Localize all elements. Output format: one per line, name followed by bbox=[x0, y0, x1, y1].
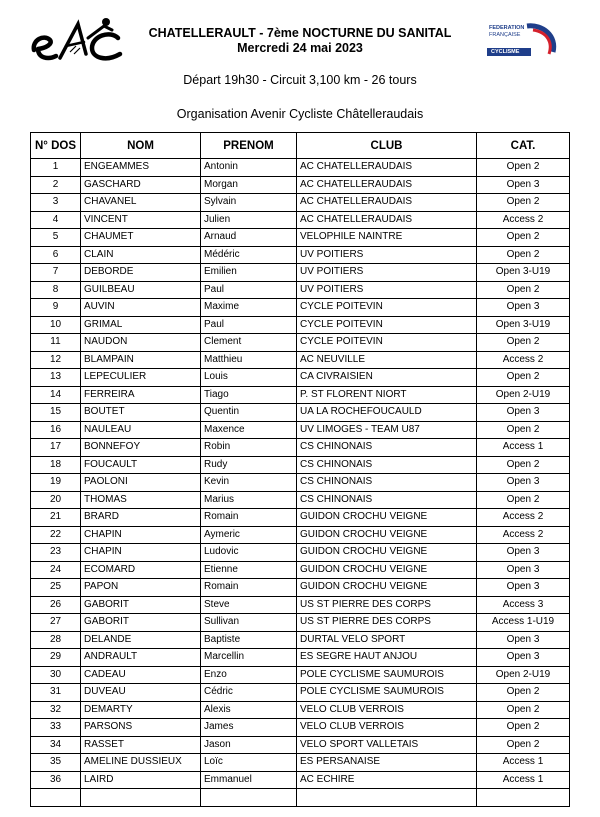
bib-number-cell: 34 bbox=[31, 736, 81, 754]
first-name-cell: Sullivan bbox=[201, 614, 297, 632]
club-cell: GUIDON CROCHU VEIGNE bbox=[297, 526, 477, 544]
bib-number-cell: 31 bbox=[31, 684, 81, 702]
table-row bbox=[31, 649, 570, 667]
last-name-cell bbox=[81, 789, 201, 807]
last-name-cell: BONNEFOY bbox=[81, 439, 201, 457]
bib-number-cell: 10 bbox=[31, 316, 81, 334]
first-name-cell: Kevin bbox=[201, 474, 297, 492]
last-name-cell: DUVEAU bbox=[81, 684, 201, 702]
last-name-cell: VINCENT bbox=[81, 211, 201, 229]
bib-number-cell: 12 bbox=[31, 351, 81, 369]
first-name-cell: Romain bbox=[201, 509, 297, 527]
club-cell bbox=[297, 789, 477, 807]
last-name-cell: GRIMAL bbox=[81, 316, 201, 334]
category-cell: Access 2 bbox=[477, 509, 570, 527]
bib-number-cell: 20 bbox=[31, 491, 81, 509]
category-cell: Access 2 bbox=[477, 526, 570, 544]
club-cell: CYCLE POITEVIN bbox=[297, 316, 477, 334]
club-cell: DURTAL VELO SPORT bbox=[297, 631, 477, 649]
table-row bbox=[31, 404, 570, 422]
last-name-cell: PAOLONI bbox=[81, 474, 201, 492]
category-cell: Access 1-U19 bbox=[477, 614, 570, 632]
last-name-cell: ENGEAMMES bbox=[81, 159, 201, 177]
club-cell: UV POITIERS bbox=[297, 246, 477, 264]
category-cell: Open 2 bbox=[477, 701, 570, 719]
bib-number-cell: 28 bbox=[31, 631, 81, 649]
club-cell: CYCLE POITEVIN bbox=[297, 299, 477, 317]
category-cell: Open 2-U19 bbox=[477, 386, 570, 404]
category-cell: Open 3 bbox=[477, 649, 570, 667]
bib-number-cell: 9 bbox=[31, 299, 81, 317]
last-name-cell: DEBORDE bbox=[81, 264, 201, 282]
category-cell: Open 3-U19 bbox=[477, 316, 570, 334]
first-name-cell: Antonin bbox=[201, 159, 297, 177]
column-header-dos: N° DOS bbox=[31, 133, 81, 159]
category-cell: Open 2 bbox=[477, 491, 570, 509]
category-cell: Access 1 bbox=[477, 754, 570, 772]
club-cell: UV POITIERS bbox=[297, 281, 477, 299]
bib-number-cell: 25 bbox=[31, 579, 81, 597]
first-name-cell: Steve bbox=[201, 596, 297, 614]
bib-number-cell: 21 bbox=[31, 509, 81, 527]
category-cell bbox=[477, 789, 570, 807]
table-row bbox=[31, 211, 570, 229]
category-cell: Open 2 bbox=[477, 194, 570, 212]
bib-number-cell: 24 bbox=[31, 561, 81, 579]
table-row bbox=[31, 754, 570, 772]
club-cell: VELO SPORT VALLETAIS bbox=[297, 736, 477, 754]
last-name-cell: GABORIT bbox=[81, 596, 201, 614]
table-row bbox=[31, 176, 570, 194]
last-name-cell: GUILBEAU bbox=[81, 281, 201, 299]
last-name-cell: ANDRAULT bbox=[81, 649, 201, 667]
first-name-cell: Clement bbox=[201, 334, 297, 352]
first-name-cell: Jason bbox=[201, 736, 297, 754]
bib-number-cell: 35 bbox=[31, 754, 81, 772]
category-cell: Open 2 bbox=[477, 334, 570, 352]
club-cell: CS CHINONAIS bbox=[297, 439, 477, 457]
last-name-cell: GABORIT bbox=[81, 614, 201, 632]
last-name-cell: BLAMPAIN bbox=[81, 351, 201, 369]
bib-number-cell: 5 bbox=[31, 229, 81, 247]
table-row bbox=[31, 386, 570, 404]
column-header-club: CLUB bbox=[297, 133, 477, 159]
first-name-cell: Maxime bbox=[201, 299, 297, 317]
last-name-cell: BOUTET bbox=[81, 404, 201, 422]
bib-number-cell: 36 bbox=[31, 771, 81, 789]
category-cell: Open 3 bbox=[477, 631, 570, 649]
category-cell: Access 1 bbox=[477, 771, 570, 789]
category-cell: Open 2 bbox=[477, 456, 570, 474]
category-cell: Access 3 bbox=[477, 596, 570, 614]
club-cell: GUIDON CROCHU VEIGNE bbox=[297, 561, 477, 579]
club-cell: CS CHINONAIS bbox=[297, 474, 477, 492]
category-cell: Open 3 bbox=[477, 474, 570, 492]
category-cell: Open 2 bbox=[477, 281, 570, 299]
table-row bbox=[31, 159, 570, 177]
last-name-cell: FERREIRA bbox=[81, 386, 201, 404]
bib-number-cell: 27 bbox=[31, 614, 81, 632]
table-row bbox=[31, 579, 570, 597]
table-row bbox=[31, 719, 570, 737]
first-name-cell: Etienne bbox=[201, 561, 297, 579]
category-cell: Open 3-U19 bbox=[477, 264, 570, 282]
table-row bbox=[31, 421, 570, 439]
first-name-cell: Louis bbox=[201, 369, 297, 387]
last-name-cell: DELANDE bbox=[81, 631, 201, 649]
last-name-cell: FOUCAULT bbox=[81, 456, 201, 474]
first-name-cell: Marius bbox=[201, 491, 297, 509]
first-name-cell: Loïc bbox=[201, 754, 297, 772]
last-name-cell: ECOMARD bbox=[81, 561, 201, 579]
start-list-table bbox=[30, 132, 570, 807]
table-row bbox=[31, 561, 570, 579]
club-cell: GUIDON CROCHU VEIGNE bbox=[297, 509, 477, 527]
first-name-cell: Emmanuel bbox=[201, 771, 297, 789]
table-row bbox=[31, 439, 570, 457]
last-name-cell: AUVIN bbox=[81, 299, 201, 317]
table-row bbox=[31, 334, 570, 352]
last-name-cell: CHAPIN bbox=[81, 544, 201, 562]
last-name-cell: CHAVANEL bbox=[81, 194, 201, 212]
last-name-cell: RASSET bbox=[81, 736, 201, 754]
club-cell: CA CIVRAISIEN bbox=[297, 369, 477, 387]
table-row bbox=[31, 701, 570, 719]
bib-number-cell: 4 bbox=[31, 211, 81, 229]
category-cell: Open 2 bbox=[477, 246, 570, 264]
bib-number-cell: 33 bbox=[31, 719, 81, 737]
club-cell: CYCLE POITEVIN bbox=[297, 334, 477, 352]
category-cell: Access 1 bbox=[477, 439, 570, 457]
table-row bbox=[31, 736, 570, 754]
last-name-cell: AMELINE DUSSIEUX bbox=[81, 754, 201, 772]
club-cell: UA LA ROCHEFOUCAULD bbox=[297, 404, 477, 422]
bib-number-cell: 1 bbox=[31, 159, 81, 177]
first-name-cell: Cédric bbox=[201, 684, 297, 702]
last-name-cell: PAPON bbox=[81, 579, 201, 597]
table-row bbox=[31, 614, 570, 632]
club-cell: POLE CYCLISME SAUMUROIS bbox=[297, 684, 477, 702]
first-name-cell: Julien bbox=[201, 211, 297, 229]
first-name-cell: Robin bbox=[201, 439, 297, 457]
table-row bbox=[31, 789, 570, 807]
first-name-cell: James bbox=[201, 719, 297, 737]
bib-number-cell bbox=[31, 789, 81, 807]
first-name-cell: Maxence bbox=[201, 421, 297, 439]
category-cell: Open 2 bbox=[477, 159, 570, 177]
last-name-cell: NAULEAU bbox=[81, 421, 201, 439]
table-row bbox=[31, 474, 570, 492]
first-name-cell: Alexis bbox=[201, 701, 297, 719]
last-name-cell: CADEAU bbox=[81, 666, 201, 684]
category-cell: Open 2 bbox=[477, 229, 570, 247]
category-cell: Access 2 bbox=[477, 211, 570, 229]
club-cell: VELO CLUB VERROIS bbox=[297, 701, 477, 719]
table-row bbox=[31, 246, 570, 264]
category-cell: Open 2 bbox=[477, 684, 570, 702]
bib-number-cell: 14 bbox=[31, 386, 81, 404]
table-row bbox=[31, 351, 570, 369]
first-name-cell: Tiago bbox=[201, 386, 297, 404]
organisation-line: Organisation Avenir Cycliste Châtelleraudais bbox=[176, 107, 424, 121]
last-name-cell: PARSONS bbox=[81, 719, 201, 737]
last-name-cell: GASCHARD bbox=[81, 176, 201, 194]
bib-number-cell: 7 bbox=[31, 264, 81, 282]
first-name-cell: Quentin bbox=[201, 404, 297, 422]
ffc-logo bbox=[487, 22, 559, 60]
table-row bbox=[31, 631, 570, 649]
club-cell: AC CHATELLERAUDAIS bbox=[297, 159, 477, 177]
bib-number-cell: 16 bbox=[31, 421, 81, 439]
club-cell: AC CHATELLERAUDAIS bbox=[297, 211, 477, 229]
event-title-line1: CHATELLERAULT - 7ème NOCTURNE DU SANITAL bbox=[148, 26, 452, 40]
club-cell: POLE CYCLISME SAUMUROIS bbox=[297, 666, 477, 684]
table-row bbox=[31, 666, 570, 684]
category-cell: Open 3 bbox=[477, 561, 570, 579]
bib-number-cell: 13 bbox=[31, 369, 81, 387]
category-cell: Open 3 bbox=[477, 176, 570, 194]
table-row bbox=[31, 509, 570, 527]
first-name-cell: Paul bbox=[201, 281, 297, 299]
club-cell: VELOPHILE NAINTRE bbox=[297, 229, 477, 247]
table-row bbox=[31, 299, 570, 317]
last-name-cell: THOMAS bbox=[81, 491, 201, 509]
bib-number-cell: 6 bbox=[31, 246, 81, 264]
ffc-logo-line1: FEDERATION bbox=[489, 25, 525, 31]
category-cell: Open 2 bbox=[477, 736, 570, 754]
table-row bbox=[31, 491, 570, 509]
club-cell: GUIDON CROCHU VEIGNE bbox=[297, 544, 477, 562]
club-cell: AC NEUVILLE bbox=[297, 351, 477, 369]
first-name-cell: Morgan bbox=[201, 176, 297, 194]
table-row bbox=[31, 456, 570, 474]
first-name-cell: Aymeric bbox=[201, 526, 297, 544]
race-details: Départ 19h30 - Circuit 3,100 km - 26 tours bbox=[183, 73, 417, 87]
first-name-cell: Rudy bbox=[201, 456, 297, 474]
bib-number-cell: 29 bbox=[31, 649, 81, 667]
column-header-prenom: PRENOM bbox=[201, 133, 297, 159]
bib-number-cell: 15 bbox=[31, 404, 81, 422]
column-header-nom: NOM bbox=[81, 133, 201, 159]
event-title bbox=[130, 26, 470, 56]
table-row bbox=[31, 596, 570, 614]
table-row bbox=[31, 264, 570, 282]
table-header-row bbox=[31, 133, 570, 159]
event-date: Mercredi 24 mai 2023 bbox=[237, 41, 363, 55]
bib-number-cell: 18 bbox=[31, 456, 81, 474]
table-row bbox=[31, 194, 570, 212]
bib-number-cell: 11 bbox=[31, 334, 81, 352]
category-cell: Access 2 bbox=[477, 351, 570, 369]
table-body bbox=[31, 159, 570, 807]
bib-number-cell: 30 bbox=[31, 666, 81, 684]
first-name-cell: Baptiste bbox=[201, 631, 297, 649]
table-row bbox=[31, 544, 570, 562]
category-cell: Open 2-U19 bbox=[477, 666, 570, 684]
club-cell: ES PERSANAISE bbox=[297, 754, 477, 772]
category-cell: Open 2 bbox=[477, 369, 570, 387]
club-cell: ES SEGRE HAUT ANJOU bbox=[297, 649, 477, 667]
first-name-cell: Sylvain bbox=[201, 194, 297, 212]
category-cell: Open 3 bbox=[477, 299, 570, 317]
club-cell: CS CHINONAIS bbox=[297, 456, 477, 474]
category-cell: Open 2 bbox=[477, 421, 570, 439]
bib-number-cell: 19 bbox=[31, 474, 81, 492]
last-name-cell: NAUDON bbox=[81, 334, 201, 352]
club-logo-icon bbox=[26, 16, 130, 68]
table-row bbox=[31, 526, 570, 544]
table-row bbox=[31, 771, 570, 789]
first-name-cell: Ludovic bbox=[201, 544, 297, 562]
table-row bbox=[31, 684, 570, 702]
club-cell: US ST PIERRE DES CORPS bbox=[297, 596, 477, 614]
category-cell: Open 3 bbox=[477, 579, 570, 597]
club-cell: US ST PIERRE DES CORPS bbox=[297, 614, 477, 632]
club-cell: CS CHINONAIS bbox=[297, 491, 477, 509]
bib-number-cell: 17 bbox=[31, 439, 81, 457]
table-row bbox=[31, 229, 570, 247]
column-header-cat: CAT. bbox=[477, 133, 570, 159]
last-name-cell: DEMARTY bbox=[81, 701, 201, 719]
first-name-cell bbox=[201, 789, 297, 807]
club-cell: UV POITIERS bbox=[297, 264, 477, 282]
club-cell: P. ST FLORENT NIORT bbox=[297, 386, 477, 404]
club-cell: AC CHATELLERAUDAIS bbox=[297, 194, 477, 212]
bib-number-cell: 23 bbox=[31, 544, 81, 562]
first-name-cell: Arnaud bbox=[201, 229, 297, 247]
club-cell: AC CHATELLERAUDAIS bbox=[297, 176, 477, 194]
bib-number-cell: 2 bbox=[31, 176, 81, 194]
last-name-cell: CLAIN bbox=[81, 246, 201, 264]
bib-number-cell: 8 bbox=[31, 281, 81, 299]
ffc-logo-line2: FRANÇAISE bbox=[489, 32, 521, 38]
first-name-cell: Médéric bbox=[201, 246, 297, 264]
club-cell: GUIDON CROCHU VEIGNE bbox=[297, 579, 477, 597]
ffc-logo-line3: CYCLISME bbox=[491, 49, 520, 55]
last-name-cell: BRARD bbox=[81, 509, 201, 527]
club-cell: VELO CLUB VERROIS bbox=[297, 719, 477, 737]
last-name-cell: LEPECULIER bbox=[81, 369, 201, 387]
category-cell: Open 2 bbox=[477, 719, 570, 737]
first-name-cell: Emilien bbox=[201, 264, 297, 282]
last-name-cell: CHAUMET bbox=[81, 229, 201, 247]
table-row bbox=[31, 316, 570, 334]
first-name-cell: Enzo bbox=[201, 666, 297, 684]
bib-number-cell: 3 bbox=[31, 194, 81, 212]
bib-number-cell: 22 bbox=[31, 526, 81, 544]
first-name-cell: Romain bbox=[201, 579, 297, 597]
club-cell: AC ECHIRE bbox=[297, 771, 477, 789]
club-cell: UV LIMOGES - TEAM U87 bbox=[297, 421, 477, 439]
bib-number-cell: 26 bbox=[31, 596, 81, 614]
first-name-cell: Paul bbox=[201, 316, 297, 334]
table-row bbox=[31, 369, 570, 387]
first-name-cell: Marcellin bbox=[201, 649, 297, 667]
first-name-cell: Matthieu bbox=[201, 351, 297, 369]
last-name-cell: CHAPIN bbox=[81, 526, 201, 544]
category-cell: Open 3 bbox=[477, 404, 570, 422]
category-cell: Open 3 bbox=[477, 544, 570, 562]
bib-number-cell: 32 bbox=[31, 701, 81, 719]
last-name-cell: LAIRD bbox=[81, 771, 201, 789]
table-row bbox=[31, 281, 570, 299]
